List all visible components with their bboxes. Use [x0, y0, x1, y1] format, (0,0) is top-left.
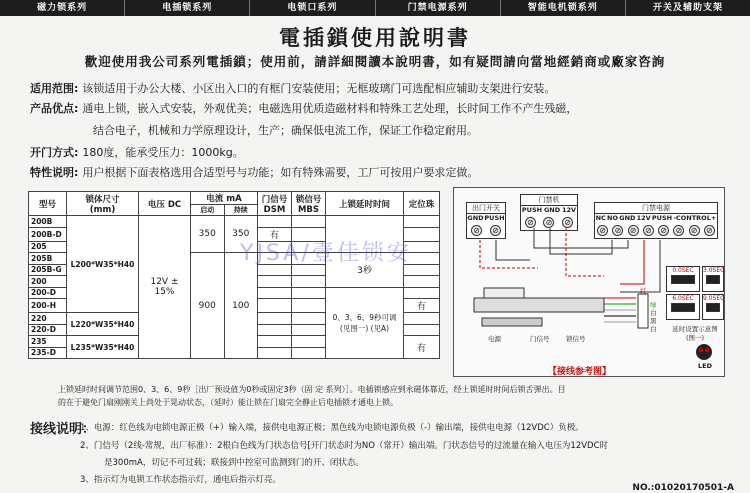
th-position: 定位珠	[404, 192, 440, 216]
delay-cell-2: 0、3、6、9秒可调 (见图一) (见A)	[326, 287, 404, 359]
wire-label-black: 黑	[650, 317, 657, 325]
special-text: 用户根据下面表格选用合适型号与功能；如有特殊需要，工厂可按用户要求定做。	[82, 166, 479, 179]
position-cell: 有	[404, 299, 440, 313]
dip-switch	[666, 294, 700, 320]
table-row-model: 200-H	[29, 299, 67, 313]
wire-bundle-label: 门信号	[530, 335, 550, 343]
power-supply-label: 门禁电源	[595, 203, 717, 214]
wire-bundle-label: 锁信号	[566, 335, 586, 343]
watermark: YJSA/壹佳锁安	[240, 241, 412, 266]
wiring-item-indicator: 3、指示灯为电锁工作状态指示灯，通电后指示灯亮。	[80, 475, 281, 485]
terminal-label: -CONTROL+	[673, 214, 717, 222]
terminal-label: GND	[543, 206, 561, 214]
terminal-label: GND	[619, 214, 636, 222]
screw-icon: ⊘	[643, 225, 654, 236]
open-method-text: 180度，能承受压力：1000kg。	[82, 146, 244, 159]
dip-label: 3.0SEC	[703, 267, 725, 274]
screw-icon: ⊘	[562, 217, 573, 228]
wiring-diagram	[453, 187, 725, 377]
size-cell: L220*W35*H40	[67, 313, 139, 336]
special-section	[30, 166, 478, 180]
table-row-model: 200B	[29, 216, 67, 228]
category-tabs	[0, 0, 750, 16]
features-label: 产品优点:	[30, 102, 79, 115]
terminal-label: PUSH	[521, 206, 543, 214]
table-row-model: 235	[29, 336, 67, 348]
table-row-model: 220	[29, 313, 67, 325]
table-row-model: 205	[29, 241, 67, 253]
page-subtitle: 歡迎使用我公司系列電插鎖；使用前，請詳細閱讀本說明書，如有疑問請向當地經銷商或廠家咨詢	[84, 54, 666, 69]
hold-current-2: 100	[224, 253, 258, 359]
features-line2: 结合电子，机械和力学原理设计，生产；确保低电流工作，保证工作稳定耐用。	[93, 124, 478, 137]
dip-label: 9.0SEC	[703, 295, 725, 302]
table-row-model: 205B-G	[29, 264, 67, 276]
th-current: 电流 mA	[191, 192, 258, 205]
table-row-model: 200B-D	[29, 227, 67, 241]
tab-motor-lock[interactable]: 智能电机锁系列	[501, 0, 626, 16]
delay-cell-1: 3秒	[326, 253, 404, 288]
tab-electric-bolt[interactable]: 电插锁系列	[125, 0, 250, 16]
table-row-model: 220-D	[29, 324, 67, 336]
screw-icon: ⊘	[689, 225, 700, 236]
table-row-model: 205B	[29, 253, 67, 265]
access-controller-label: 门禁机	[521, 195, 577, 206]
delay-note-line1: 上锁延时时间调节范围0、3、6、9秒［出厂预设值为0秒或固定3秒（固 定 系列）］。电插锁感应到永磁体靠近，经上锁延时时间后锁舌弹出。目	[58, 385, 566, 394]
th-delay: 上锁延时时间	[326, 192, 404, 216]
terminal-label: PUSH	[651, 214, 673, 222]
features-section	[30, 102, 577, 116]
wiring-item-power: 1、电源：红色线为电锁电源正极（+）输入端，接供电电源正极；黑色线为电锁电源负极（-）输出端，接供电电源（12VDC）负极。	[80, 423, 584, 433]
th-start: 启动	[191, 205, 225, 216]
open-method-label: 开门方式:	[30, 146, 79, 159]
th-dsm: 门信号 DSM	[258, 192, 292, 216]
exit-button-label: 出门开关	[467, 203, 505, 214]
table-row-model: 200	[29, 276, 67, 288]
table-row-model: 200-D	[29, 287, 67, 299]
dip-label: 6.0SEC	[672, 295, 694, 302]
th-voltage: 电压 DC	[139, 192, 191, 216]
led-label: LED	[698, 362, 712, 370]
wire-bundle-label: 电源	[488, 335, 501, 343]
tab-magnetic-lock[interactable]: 磁力锁系列	[0, 0, 125, 16]
document-number: NO.:01020170501-A	[632, 483, 734, 493]
screw-icon: ⊘	[543, 217, 554, 228]
screw-icon: ⊘	[628, 225, 639, 236]
screw-icon: ⊘	[490, 225, 501, 236]
wiring-heading: 接线说明：	[30, 422, 96, 437]
open-method-section	[30, 146, 244, 160]
wiring-item-door-signal: 2、门信号（2线-常规，出厂标准）：2根白色线为门状态信号[开门状态时为NO（常开）输出端。门状态信号的过流量在输入电压为12VDC时	[80, 441, 609, 451]
size-cell: L235*W35*H40	[67, 336, 139, 359]
terminal-label: GND	[467, 214, 484, 222]
scope-text: 该锁适用于办公大楼、小区出入口的有框门安装使用；无框玻璃门可选配相应辅助支架进行安装。	[82, 82, 556, 95]
terminal-label: PUSH	[484, 214, 505, 222]
th-model: 型号	[29, 192, 67, 216]
table-header-row	[29, 192, 440, 205]
diagram-caption: 【接线参考图】	[548, 367, 612, 377]
terminal-label: 12V	[561, 206, 577, 214]
th-size: 锁体尺寸 (mm)	[67, 192, 139, 216]
dip-switch	[702, 266, 724, 292]
features-line1: 通电上锁，嵌入式安装，外观优美；电磁选用优质造磁材料和特殊工艺处理，长时间工作不产生残磁，	[82, 102, 578, 115]
wire-label-white: 白	[650, 309, 657, 317]
screw-icon: ⊘	[471, 225, 482, 236]
terminal-label: NO	[607, 214, 619, 222]
screw-icon: ⊘	[525, 217, 536, 228]
tab-electric-strike[interactable]: 电锁口系列	[250, 0, 375, 16]
scope-label: 适用范围:	[30, 82, 79, 95]
screw-icon: ⊘	[612, 225, 623, 236]
screw-icon: ⊘	[704, 225, 715, 236]
spec-table	[28, 191, 440, 359]
start-current-1: 350	[191, 216, 225, 253]
dip-caption: 延时设置示意图 (图一)	[672, 325, 718, 342]
screw-icon: ⊘	[658, 225, 669, 236]
th-mbs: 锁信号 MBS	[292, 192, 326, 216]
special-label: 特性说明:	[30, 166, 79, 179]
wiring-item-door-signal-cont: 是300mA，切记不可过载；联接到中控室可监测到门的开、闭状态。	[104, 458, 364, 468]
start-current-2: 900	[191, 253, 225, 359]
tab-power-supply[interactable]: 门禁电源系列	[376, 0, 501, 16]
wire-label-green: 绿	[650, 301, 657, 309]
screw-icon: ⊘	[673, 225, 684, 236]
delay-note-line2: 的在于避免门扇刚刚关上尚处于晃动状态，（延时）能让锁在门扇完全静止后电插锁才通电上锁。	[58, 398, 398, 407]
dsm-cell: 有	[258, 227, 292, 241]
terminal-label: NC	[595, 214, 606, 222]
screw-icon: ⊘	[597, 225, 608, 236]
wire-label-red: 红	[640, 287, 647, 295]
table-row-model: 235-D	[29, 347, 67, 359]
size-cell: L200*W35*H40	[67, 216, 139, 313]
hold-current-1: 350	[224, 216, 258, 253]
dip-switch	[702, 294, 724, 320]
dip-label: 0.0SEC	[672, 267, 694, 274]
terminal-label: 12V	[636, 214, 651, 222]
th-hold: 持续	[224, 205, 258, 216]
wire-label-white: 白	[650, 325, 657, 333]
dip-switch	[666, 266, 700, 292]
tab-switches[interactable]: 开关及辅助支架	[652, 3, 723, 13]
scope-section	[30, 82, 555, 96]
voltage-cell: 12V ± 15%	[139, 216, 191, 359]
page-title: 電插鎖使用說明書	[279, 25, 471, 50]
position-cell: 有	[404, 336, 440, 359]
